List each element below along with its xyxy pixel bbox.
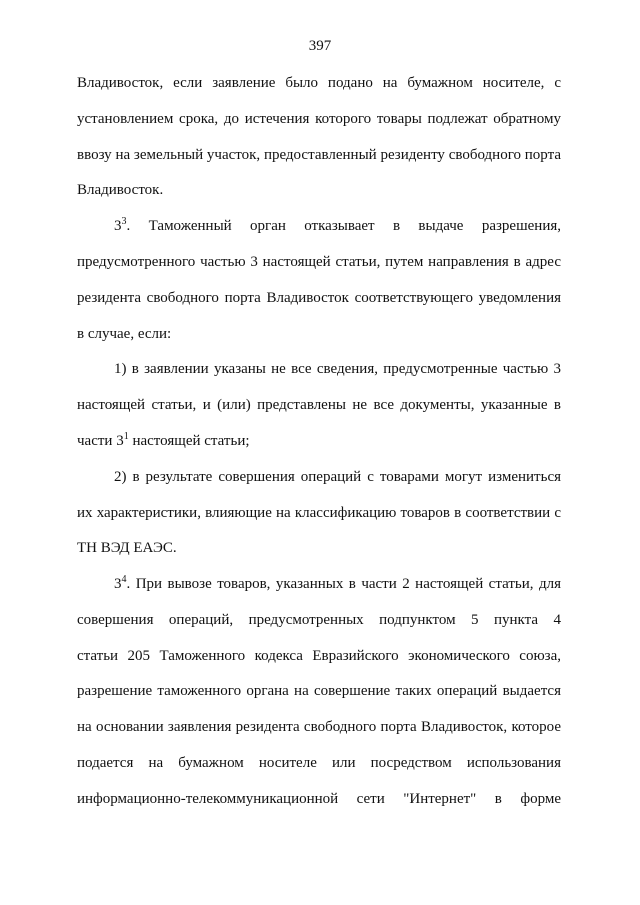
paragraph-2-line-1 bbox=[114, 216, 561, 236]
paragraph-2-number: 3 bbox=[114, 218, 122, 234]
item-1-line-2: настоящей статьи, и (или) представлены не все документы, указанные в bbox=[77, 397, 561, 413]
item-2-line-3: ТН ВЭД ЕАЭС. bbox=[77, 540, 177, 556]
page-number: 397 bbox=[308, 38, 332, 54]
paragraph-2-line-3: резидента свободного порта Владивосток соответствующего уведомления bbox=[77, 290, 561, 306]
item-2-line-1: 2) в результате совершения операций с товарами могут измениться bbox=[114, 469, 561, 485]
item-1-line-3 bbox=[77, 431, 561, 451]
paragraph-5-line-5: на основании заявления резидента свободного порта Владивосток, которое bbox=[77, 719, 561, 735]
item-2-line-2: их характеристики, влияющие на классификацию товаров в соответствии с bbox=[77, 505, 561, 521]
paragraph-1-line-4: Владивосток. bbox=[77, 182, 164, 198]
paragraph-5-number: 3 bbox=[114, 576, 122, 592]
item-1-superscript: 1 bbox=[123, 431, 129, 442]
paragraph-1-line-1: Владивосток, если заявление было подано на бумажном носителе, с bbox=[77, 75, 561, 91]
paragraph-5-line-4: разрешение таможенного органа на совершение таких операций выдается bbox=[77, 683, 561, 699]
item-1-line-1: 1) в заявлении указаны не все сведения, предусмотренные частью 3 bbox=[114, 361, 561, 377]
paragraph-2-line-2: предусмотренного частью 3 настоящей статьи, путем направления в адрес bbox=[77, 254, 561, 270]
paragraph-5-line-1 bbox=[114, 574, 561, 594]
paragraph-5-superscript: 4 bbox=[121, 574, 127, 585]
item-1-line-3-tail: настоящей статьи; bbox=[128, 433, 250, 449]
paragraph-5-line-6: подается на бумажном носителе или посредством использования bbox=[77, 755, 561, 771]
paragraph-5-line-7: информационно-телекоммуникационной сети "Интернет" в форме bbox=[77, 791, 561, 807]
paragraph-1-line-3: ввозу на земельный участок, предоставленный резиденту свободного порта bbox=[77, 147, 561, 163]
paragraph-2-superscript: 3 bbox=[121, 216, 127, 227]
paragraph-2-line-1-text: . Таможенный орган отказывает в выдаче разрешения, bbox=[126, 218, 561, 234]
paragraph-5-line-2: совершения операций, предусмотренных подпунктом 5 пункта 4 bbox=[77, 612, 561, 628]
paragraph-5-line-1-text: . При вывозе товаров, указанных в части 2 настоящей статьи, для bbox=[126, 576, 561, 592]
item-1-line-3-text: части 3 bbox=[77, 433, 124, 449]
paragraph-5-line-3: статьи 205 Таможенного кодекса Евразийского экономического союза, bbox=[77, 648, 561, 664]
paragraph-2-line-4: в случае, если: bbox=[77, 326, 172, 342]
paragraph-1-line-2: установлением срока, до истечения которого товары подлежат обратному bbox=[77, 111, 561, 127]
